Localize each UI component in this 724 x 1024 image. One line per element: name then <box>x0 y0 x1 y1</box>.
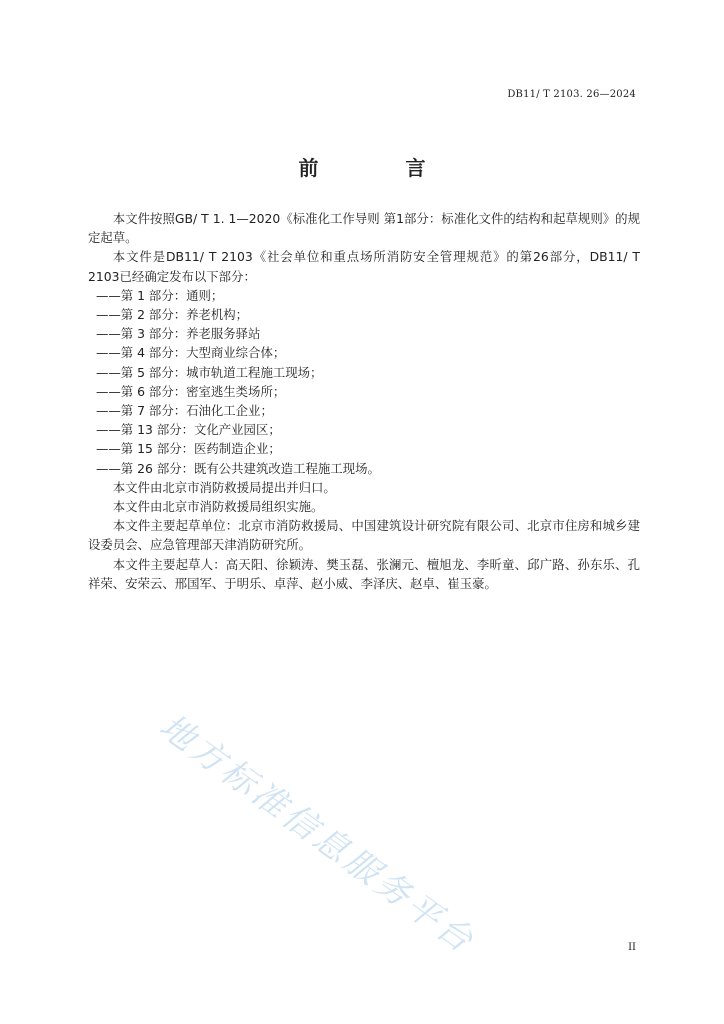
paragraph-proposer: 本文件由北京市消防救援局提出并归口。 <box>112 479 336 495</box>
paragraph-series-intro: 本文件是DB11/ T 2103《社会单位和重点场所消防安全管理规范》的第26部分，DB11/ T 2103已经确定发布以下部分： <box>88 249 640 284</box>
parts-list <box>88 286 640 478</box>
list-item: ——第 13 部分：文化产业园区； <box>96 422 281 438</box>
list-item: ——第 4 部分：大型商业综合体； <box>96 345 286 361</box>
paragraph-drafting-basis: 本文件按照GB/ T 1. 1—2020《标准化工作导则 第1部分：标准化文件的结构和起草规则》的规定起草。 <box>88 211 640 246</box>
page-number: II <box>628 942 636 953</box>
paragraph-drafters: 本文件主要起草人：高天阳、徐颖涛、樊玉磊、张澜元、檀旭龙、李昕童、邱广路、孙东乐、孔祥荣、安荣云、邢国军、于明乐、卓萍、赵小威、李泽庆、赵卓、崔玉豪。 <box>88 556 640 591</box>
paragraph-drafting-units: 本文件主要起草单位：北京市消防救援局、中国建筑设计研究院有限公司、北京市住房和城乡建设委员会、应急管理部天津消防研究所。 <box>88 518 640 553</box>
watermark: 地方标准信息服务平台 <box>151 706 483 963</box>
list-item: ——第 15 部分：医药制造企业； <box>96 441 281 457</box>
list-item: ——第 26 部分：既有公共建筑改造工程施工现场。 <box>96 460 380 476</box>
list-item: ——第 1 部分：通则； <box>96 287 224 303</box>
list-item: ——第 5 部分：城市轨道工程施工现场； <box>96 364 323 380</box>
list-item: ——第 6 部分：密室逃生类场所； <box>96 383 286 399</box>
list-item: ——第 7 部分：石油化工企业； <box>96 403 273 419</box>
paragraph-implementer: 本文件由北京市消防救援局组织实施。 <box>112 499 324 515</box>
page-title: 前 言 <box>298 156 466 180</box>
list-item: ——第 3 部分：养老服务驿站 <box>96 326 261 342</box>
document-body <box>88 209 640 593</box>
document-code-header: DB11/ T 2103. 26—2024 <box>507 89 636 100</box>
list-item: ——第 2 部分：养老机构； <box>96 307 249 323</box>
